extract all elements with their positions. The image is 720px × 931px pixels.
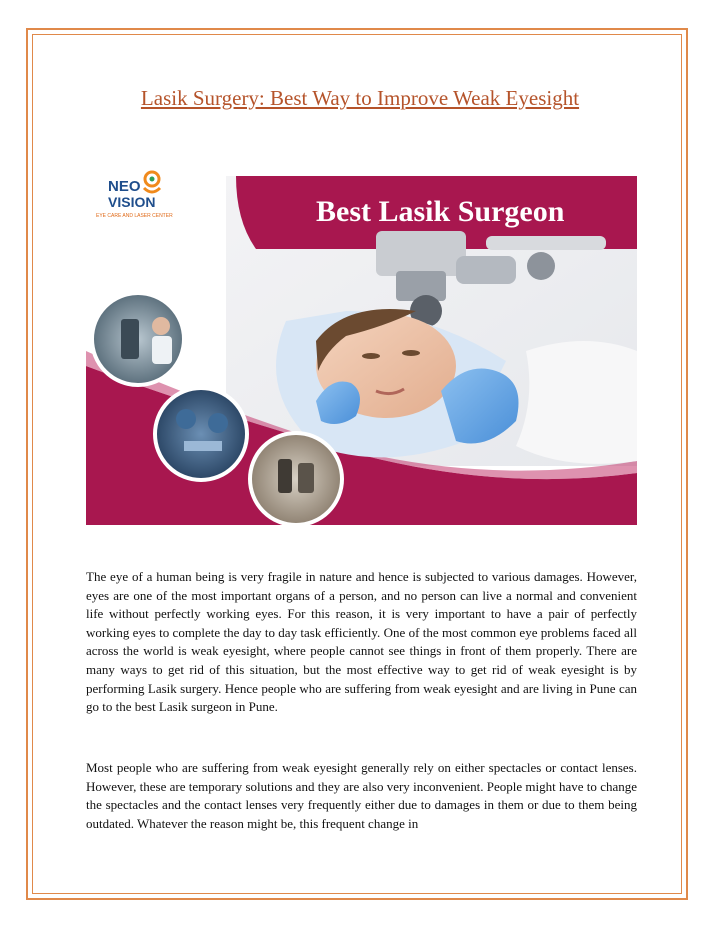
banner-heading: Best Lasik Surgeon bbox=[316, 195, 565, 228]
logo-line1: NEO bbox=[108, 178, 141, 195]
body-paragraph-2: Most people who are suffering from weak eyesight generally rely on either spectacles or contact lenses. However, these are temporary solutions and they are also very inconvenient. People might have to change the spectacles and the contact lenses very frequently either due to damages in them or due to them being outdated. Whatever the reason might be, this frequent change in bbox=[86, 760, 637, 831]
body-paragraph-1: The eye of a human being is very fragile in nature and hence is subjected to various damages. However, eyes are one of the most important organs of a person, and no person can live a normal and convenient life without perfectly working eyes. For this reason, it is very important to have a pair of perfectly working eyes to complete the day to day task efficiently. One of the most common eye problems faced all across the world is weak eyesight, where people cannot see things in front of them properly. There are many ways to get rid of this situation, but the most effective way to get rid of weak eyesight is by performing Lasik surgery. Hence people who are suffering from weak eyesight and are living in Pune can go to the best Lasik surgeon in Pune. bbox=[86, 569, 637, 715]
clinic-photo-circle-3 bbox=[250, 433, 342, 525]
document-title[interactable]: Lasik Surgery: Best Way to Improve Weak Eyesight bbox=[140, 86, 580, 110]
clinic-photo-circle-2 bbox=[155, 388, 247, 480]
logo-tagline: EYE CARE AND LASER CENTER bbox=[96, 213, 173, 219]
logo-line2: VISION bbox=[108, 194, 156, 210]
lasik-banner-image bbox=[86, 161, 637, 525]
